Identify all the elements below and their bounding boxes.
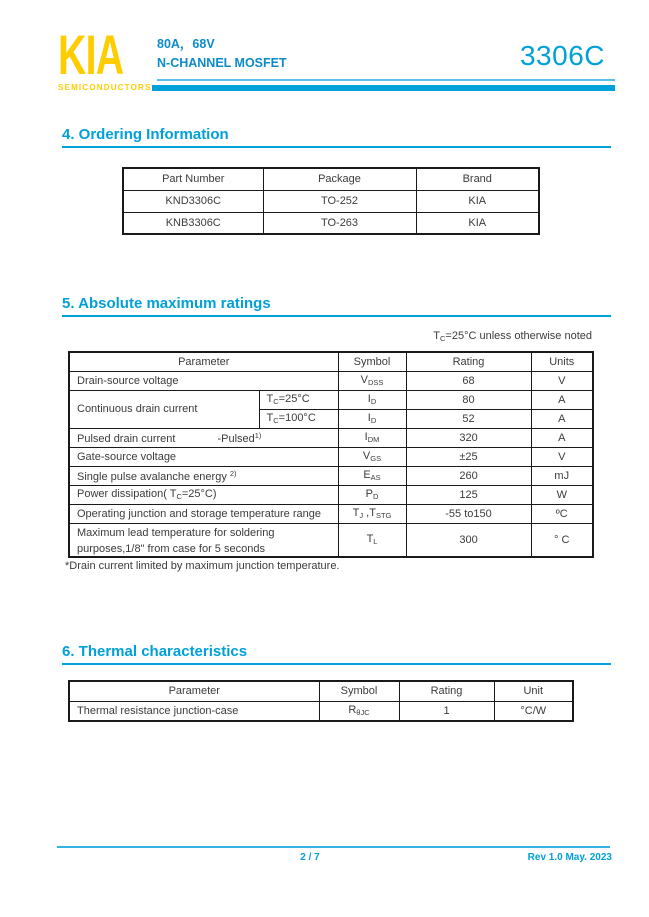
footnote-ref: 1) (254, 430, 262, 440)
cond-base: T (266, 393, 274, 405)
unit-cell: V (531, 371, 593, 390)
param-cell: Thermal resistance junction-case (69, 701, 319, 721)
cell-part: KNB3306C (123, 212, 263, 234)
rating-cell: 68 (406, 371, 531, 390)
row-rthjc (69, 701, 573, 721)
sym-base: I (364, 431, 368, 443)
rating-cell: 52 (406, 409, 531, 428)
param-cell (69, 523, 338, 557)
table-footnote: *Drain current limited by maximum junction temperature. (65, 560, 340, 572)
col-rating: Rating (406, 352, 531, 371)
sym-base: T (352, 507, 360, 519)
param-cell: Drain-source voltage (69, 371, 338, 390)
row-vdss (69, 371, 593, 390)
cell-package: TO-252 (263, 190, 416, 212)
param-line2: purposes,1/8" from case for 5 seconds (77, 542, 265, 555)
row-pd (69, 485, 593, 504)
section5-rule (62, 315, 611, 317)
table-row (123, 212, 539, 234)
param-sub: C (176, 492, 182, 501)
section6-rule (62, 663, 611, 665)
sym-base: T (366, 533, 374, 546)
col-symbol: Symbol (319, 681, 399, 701)
symbol-cell (338, 485, 406, 504)
param-cell: Operating junction and storage temperature range (69, 504, 338, 523)
device-subtitle (157, 35, 287, 73)
section6-title: 6. Thermal characteristics (62, 643, 248, 660)
cell-part: KND3306C (123, 190, 263, 212)
param-text: Pulsed drain current (77, 432, 176, 445)
row-id-25 (69, 390, 593, 409)
sym-base: I (367, 393, 371, 405)
unit-cell: ° C (531, 523, 593, 557)
param-post: =25°C) (181, 488, 217, 500)
thermal-table (68, 680, 574, 722)
thermal-header-row (69, 681, 573, 701)
sym-sub: L (373, 537, 378, 547)
col-parameter: Parameter (69, 681, 319, 701)
param-line1: Maximum lead temperature for soldering (77, 526, 275, 539)
symbol-cell (338, 428, 406, 447)
symbol-cell (338, 504, 406, 523)
sym-base: R (348, 704, 357, 717)
row-eas (69, 466, 593, 485)
col-units: Units (531, 352, 593, 371)
cell-brand: KIA (416, 190, 539, 212)
row-vgs (69, 447, 593, 466)
unit-cell: A (531, 390, 593, 409)
rating-cell: ±25 (406, 447, 531, 466)
sym-base: V (362, 450, 371, 462)
col-package: Package (263, 168, 416, 190)
section4-title: 4. Ordering Information (62, 126, 229, 143)
param-text: Single pulse avalanche energy (77, 470, 227, 483)
unit-cell: W (531, 485, 593, 504)
col-part-number: Part Number (123, 168, 263, 190)
sym-base: E (363, 469, 371, 481)
row-idm (69, 428, 593, 447)
sym-sub: θJC (356, 708, 370, 718)
header-rule-thick (152, 85, 615, 91)
unit-cell: A (531, 409, 593, 428)
rating-cell: 80 (406, 390, 531, 409)
unit-cell: A (531, 428, 593, 447)
symbol-cell (338, 409, 406, 428)
ordering-header-row (123, 168, 539, 190)
section4-rule (62, 146, 611, 148)
header-rule-thin (157, 79, 615, 81)
kia-logo: KIA (58, 23, 124, 86)
sym-sub: AS (370, 473, 381, 482)
section5-title: 5. Absolute maximum ratings (62, 295, 271, 312)
cond-base: T (266, 412, 274, 424)
rating-cell: 260 (406, 466, 531, 485)
sym-sub: DSS (367, 378, 384, 387)
symbol-cell (338, 371, 406, 390)
condition-note (433, 330, 592, 343)
unit-cell: °C/W (494, 701, 573, 721)
unit-cell: mJ (531, 466, 593, 485)
col-rating: Rating (399, 681, 494, 701)
condition-cell (259, 409, 338, 428)
note-sub: C (440, 334, 446, 343)
abs-max-ratings-table (68, 351, 594, 558)
symbol-cell (338, 466, 406, 485)
part-number: 3306C (519, 40, 605, 71)
sym-sub: D (370, 397, 377, 406)
unit-cell: ºC (531, 504, 593, 523)
cond-text: =25°C (278, 393, 310, 405)
cell-brand: KIA (416, 212, 539, 234)
sym-base: I (367, 412, 371, 424)
sym-sub: D (372, 492, 379, 501)
device-type: N-CHANNEL MOSFET (157, 56, 287, 70)
sym-sub: GS (370, 454, 382, 463)
sym-sub: D (370, 416, 377, 425)
device-rating: 80A，68V (157, 37, 215, 51)
ordering-table (122, 167, 540, 235)
symbol-cell (338, 523, 406, 557)
param-cell (69, 466, 338, 485)
symbol-cell (338, 447, 406, 466)
footnote-ref: 2) (229, 468, 237, 478)
sym-mid: ,T (363, 507, 376, 519)
sym-sub: J (359, 511, 364, 520)
cell-package: TO-263 (263, 212, 416, 234)
footer-rule (57, 846, 610, 848)
amr-header-row (69, 352, 593, 371)
table-row (123, 190, 539, 212)
unit-cell: V (531, 447, 593, 466)
row-tl (69, 523, 593, 557)
col-unit: Unit (494, 681, 573, 701)
sym-base: P (365, 488, 373, 500)
param-pre: Power dissipation( T (77, 488, 177, 500)
cond-text: =100°C (278, 412, 316, 424)
symbol-cell (319, 701, 399, 721)
rating-cell: 125 (406, 485, 531, 504)
cond-sub: C (273, 416, 279, 425)
note-pre: T (433, 330, 440, 342)
sym-sub2: STG (375, 511, 392, 520)
param-cell (69, 485, 338, 504)
symbol-cell (338, 390, 406, 409)
param-text2: -Pulsed (217, 432, 255, 445)
col-parameter: Parameter (69, 352, 338, 371)
rating-cell: 1 (399, 701, 494, 721)
param-cell: Continuous drain current (69, 390, 259, 428)
param-cell: Gate-source voltage (69, 447, 338, 466)
condition-cell (259, 390, 338, 409)
rating-cell: 320 (406, 428, 531, 447)
col-brand: Brand (416, 168, 539, 190)
cond-sub: C (273, 397, 279, 406)
revision-label: Rev 1.0 May. 2023 (527, 852, 612, 863)
logo-subtext: SEMICONDUCTORS (58, 83, 152, 92)
param-cell (69, 428, 338, 447)
row-tj (69, 504, 593, 523)
rating-cell: 300 (406, 523, 531, 557)
col-symbol: Symbol (338, 352, 406, 371)
rating-cell: -55 to150 (406, 504, 531, 523)
sym-sub: DM (367, 435, 380, 444)
note-post: =25°C unless otherwise noted (445, 330, 592, 342)
sym-base: V (360, 374, 368, 386)
page-number: 2 / 7 (300, 852, 320, 863)
